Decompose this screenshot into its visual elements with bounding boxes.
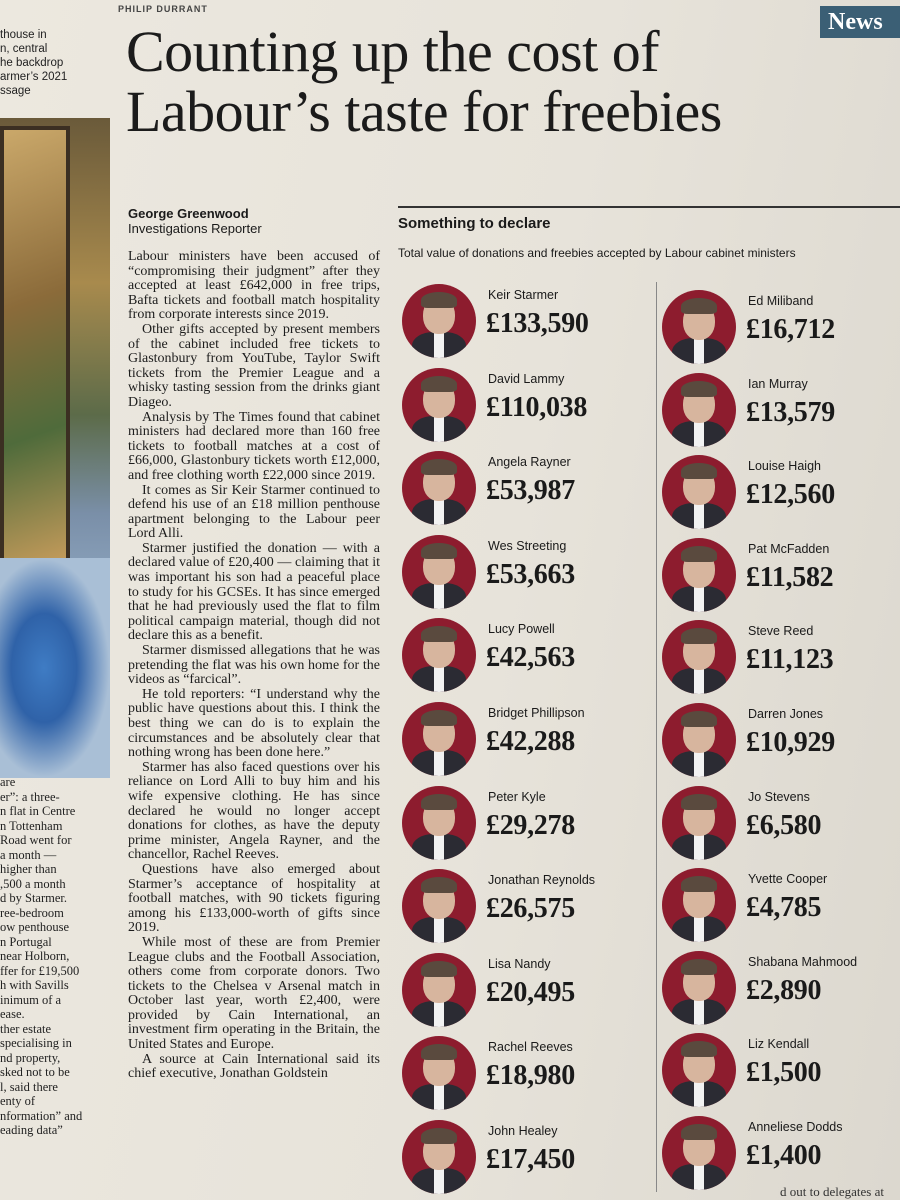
minister-amount: £12,560	[746, 479, 835, 511]
portrait-hair	[681, 381, 717, 397]
portrait-shirt	[434, 666, 444, 692]
minister-card	[662, 290, 900, 370]
adjacent-text-line: ow penthouse	[0, 920, 70, 934]
portrait-shirt	[694, 834, 704, 860]
adjacent-text-line: ther estate	[0, 1021, 52, 1036]
minister-name: Yvette Cooper	[748, 872, 828, 887]
adjacent-text-line: n Tottenham	[0, 818, 63, 833]
portrait-hair	[421, 292, 457, 308]
minister-name: Steve Reed	[748, 624, 814, 639]
adjacent-text-fragment: d out to delegates at	[780, 1184, 884, 1199]
article-paragraph: Other gifts accepted by present members of the cabinet included free tickets to Glastonbury from YouTube, Taylor Swift tickets from the Premier League and a whisky tasting session from the drinks giant Diageo.	[128, 321, 380, 410]
adjacent-text-line: ease.	[0, 1007, 25, 1021]
minister-name: Angela Rayner	[488, 455, 571, 470]
portrait-shirt	[694, 503, 704, 529]
adjacent-text-line: higher than	[0, 862, 57, 876]
minister-amount: £53,987	[486, 475, 575, 507]
minister-name: Ed Miliband	[748, 294, 814, 308]
minister-card	[402, 869, 642, 949]
minister-amount: £1,500	[746, 1057, 822, 1089]
minister-card	[662, 951, 900, 1031]
minister-name: Liz Kendall	[748, 1037, 810, 1052]
minister-name: Louise Haigh	[748, 459, 821, 474]
minister-card	[662, 620, 900, 700]
portrait-hair	[421, 710, 457, 726]
portrait-hair	[681, 876, 717, 892]
minister-portrait	[662, 1116, 736, 1190]
minister-amount: £29,278	[486, 809, 575, 841]
painting-frame	[0, 126, 70, 564]
portrait-hair	[421, 1128, 457, 1144]
adjacent-text-line: are	[0, 775, 16, 789]
portrait-hair	[681, 546, 717, 562]
minister-amount: £16,712	[746, 314, 835, 345]
portrait-hair	[681, 1124, 717, 1140]
portrait-hair	[421, 1044, 457, 1060]
graphic-title: Something to declare	[398, 215, 551, 232]
adjacent-text-line: nd property,	[0, 1050, 61, 1065]
article-body	[128, 250, 380, 1082]
minister-amount: £53,663	[486, 558, 575, 590]
minister-name: Darren Jones	[748, 707, 824, 721]
article-paragraph: Analysis by The Times found that cabinet ministers had declared more than 160 free tickets to football matches at a cost of £66,000, Glastonbury tickets worth £12,000, and free clothing worth £22,000 since 2019.	[128, 409, 380, 483]
portrait-hair	[421, 794, 457, 810]
minister-amount: £17,450	[486, 1144, 575, 1175]
adjacent-text-line: near Holborn,	[0, 949, 70, 963]
portrait-shirt	[694, 338, 704, 364]
adjacent-text-line: sked not to be	[0, 1065, 70, 1079]
minister-card	[402, 535, 642, 615]
portrait-shirt	[434, 1168, 444, 1194]
portrait-hair	[421, 626, 457, 642]
minister-card	[402, 1036, 642, 1116]
minister-card	[402, 702, 642, 782]
minister-portrait	[402, 284, 476, 358]
minister-portrait	[402, 368, 476, 442]
adjacent-text-line: ffer for £19,500	[0, 963, 80, 978]
minister-name: Ian Murray	[748, 376, 808, 391]
portrait-shirt	[694, 999, 704, 1025]
headline-line-2: Labour’s taste for freebies	[126, 79, 722, 144]
minister-portrait	[662, 290, 736, 364]
article-byline	[128, 206, 262, 236]
portrait-hair	[681, 794, 717, 810]
adjacent-text-line: enty of	[0, 1094, 36, 1108]
minister-amount: £4,785	[746, 892, 822, 924]
portrait-shirt	[434, 750, 444, 776]
minister-card	[662, 538, 900, 618]
minister-amount: £2,890	[746, 974, 822, 1006]
blue-sculpture	[0, 558, 110, 778]
portrait-shirt	[694, 586, 704, 612]
minister-card	[402, 953, 642, 1033]
minister-portrait	[662, 951, 736, 1025]
portrait-hair	[681, 298, 717, 314]
minister-card	[662, 868, 900, 948]
minister-portrait	[402, 786, 476, 860]
minister-name: John Healey	[488, 1124, 558, 1138]
portrait-shirt	[694, 751, 704, 777]
adjacent-text-line: h with Savills	[0, 978, 69, 992]
adjacent-text-line: ree-bedroom	[0, 905, 64, 920]
minister-portrait	[662, 786, 736, 860]
adjacent-text-line: n Portugal	[0, 934, 52, 949]
adjacent-text-line: d by Starmer.	[0, 891, 68, 905]
graphic-subtitle: Total value of donations and freebies accepted by Labour cabinet ministers	[398, 246, 796, 260]
minister-portrait	[662, 703, 736, 777]
portrait-hair	[421, 459, 457, 475]
minister-amount: £6,580	[746, 809, 822, 841]
portrait-hair	[681, 1041, 717, 1057]
minister-card	[662, 703, 900, 783]
minister-name: Lucy Powell	[488, 622, 555, 637]
article-paragraph: Labour ministers have been accused of “compromising their judgment” after they accepted at least £642,000 in free trips, Bafta tickets and football match hospitality from corporate interests since 2019.	[128, 249, 380, 323]
minister-portrait	[402, 1120, 476, 1194]
minister-name: Bridget Phillipson	[488, 706, 585, 720]
minister-amount: £133,590	[486, 308, 589, 339]
graphic-top-rule	[398, 206, 900, 208]
minister-name: Jonathan Reynolds	[488, 873, 596, 888]
minister-name: Shabana Mahmood	[748, 954, 858, 969]
section-tag: News	[820, 6, 900, 38]
minister-card	[402, 368, 642, 448]
article-paragraph: A source at Cain International said its chief executive, Jonathan Goldstein	[128, 1051, 380, 1082]
minister-name: Lisa Nandy	[488, 956, 551, 971]
portrait-hair	[681, 711, 717, 727]
minister-amount: £13,579	[746, 396, 835, 428]
headline-line-1: Counting up the cost of	[126, 19, 660, 84]
caption-line: thouse in	[0, 29, 47, 41]
portrait-hair	[421, 877, 457, 893]
minister-name: Wes Streeting	[488, 538, 567, 553]
author-role: Investigations Reporter	[128, 221, 262, 236]
caption-line: he backdrop	[0, 57, 64, 69]
adjacent-text-line: a month —	[0, 847, 57, 862]
minister-card	[402, 284, 642, 364]
portrait-shirt	[434, 583, 444, 609]
portrait-shirt	[434, 1084, 444, 1110]
portrait-shirt	[434, 416, 444, 442]
minister-portrait	[402, 618, 476, 692]
minister-name: Pat McFadden	[748, 541, 830, 556]
portrait-hair	[681, 463, 717, 479]
article-paragraph: Starmer dismissed allegations that he was pretending the flat was his own home for the videos as “farcical”.	[128, 643, 380, 688]
minister-card	[402, 786, 642, 866]
minister-portrait	[662, 455, 736, 529]
minister-card	[662, 373, 900, 453]
adjacent-text-line: eading data”	[0, 1123, 63, 1137]
minister-name: Rachel Reeves	[488, 1040, 573, 1055]
minister-portrait	[662, 620, 736, 694]
portrait-shirt	[434, 917, 444, 943]
minister-card	[402, 451, 642, 531]
adjacent-text-line: inimum of a	[0, 992, 62, 1007]
minister-portrait	[662, 373, 736, 447]
minister-amount: £18,980	[486, 1060, 575, 1092]
portrait-hair	[681, 628, 717, 644]
article-paragraph: Starmer has also faced questions over his reliance on Lord Alli to buy him and his wife expensive clothing. He has since declared he would no longer accept donations for clothes, as have the deputy prime minister, Angela Rayner, and the chancellor, Rachel Reeves.	[128, 759, 380, 863]
portrait-hair	[421, 376, 457, 392]
adjacent-photo-caption	[0, 28, 67, 98]
adjacent-article-strip	[0, 0, 112, 1200]
minister-card	[402, 618, 642, 698]
minister-amount: £11,582	[746, 561, 834, 593]
minister-card	[662, 1033, 900, 1113]
portrait-shirt	[694, 668, 704, 694]
portrait-hair	[421, 961, 457, 977]
minister-name: Keir Starmer	[488, 288, 559, 302]
adjacent-text-line: er”: a three-	[0, 789, 60, 804]
caption-line: armer’s 2021	[0, 71, 68, 83]
minister-amount: £42,563	[486, 642, 575, 674]
adjacent-text-line: ,500 a month	[0, 876, 66, 891]
minister-portrait	[662, 868, 736, 942]
minister-amount: £26,575	[486, 893, 575, 925]
portrait-shirt	[434, 1001, 444, 1027]
minister-portrait	[662, 538, 736, 612]
minister-portrait	[402, 702, 476, 776]
portrait-shirt	[434, 499, 444, 525]
minister-portrait	[402, 451, 476, 525]
minister-portrait	[402, 1036, 476, 1110]
minister-portrait	[402, 869, 476, 943]
minister-amount: £20,495	[486, 976, 575, 1008]
minister-amount: £110,038	[486, 391, 588, 423]
minister-portrait	[402, 535, 476, 609]
minister-portrait	[662, 1033, 736, 1107]
minister-amount: £1,400	[746, 1140, 822, 1171]
article-paragraph: Questions have also emerged about Starmer’s acceptance of hospitality at football matches, with 90 tickets figuring among his £133,000-worth of gifts since 2019.	[128, 861, 380, 936]
photo-credit: PHILIP DURRANT	[118, 4, 208, 14]
portrait-shirt	[694, 1164, 704, 1190]
article-paragraph: While most of these are from Premier League clubs and the Football Association, others come from corporate donors. Two tickets to the Chelsea v Arsenal match in October last year, worth £2,400, were provided by Cain International, an investment firm operating in the Britain, the United States and Europe.	[128, 934, 380, 1053]
caption-line: ssage	[0, 85, 31, 97]
adjacent-text-line: specialising in	[0, 1036, 72, 1050]
adjacent-photo	[0, 118, 110, 778]
column-divider	[656, 282, 657, 1192]
adjacent-text-line: l, said there	[0, 1079, 58, 1094]
article-paragraph: He told reporters: “I understand why the public have questions about this. I think the best thing we can do is to explain the circumstances and be absolutely clear that nothing wrong has been done here.”	[128, 686, 380, 761]
portrait-shirt	[694, 421, 704, 447]
caption-line: n, central	[0, 43, 48, 55]
portrait-shirt	[694, 916, 704, 942]
adjacent-article-text	[0, 775, 82, 1138]
minister-portrait	[402, 953, 476, 1027]
minister-name: David Lammy	[488, 371, 565, 386]
minister-amount: £11,123	[746, 644, 834, 676]
adjacent-text-line: nformation” and	[0, 1108, 83, 1123]
portrait-hair	[681, 959, 717, 975]
minister-card	[662, 455, 900, 535]
minister-name: Jo Stevens	[748, 789, 810, 804]
minister-amount: £10,929	[746, 727, 835, 758]
minister-amount: £42,288	[486, 726, 575, 757]
adjacent-text-line: Road went for	[0, 833, 72, 847]
minister-name: Anneliese Dodds	[748, 1120, 843, 1134]
adjacent-text-line: n flat in Centre	[0, 804, 76, 818]
portrait-hair	[421, 543, 457, 559]
minister-card	[402, 1120, 642, 1200]
headline	[126, 19, 896, 144]
portrait-shirt	[434, 834, 444, 860]
portrait-shirt	[434, 332, 444, 358]
portrait-shirt	[694, 1081, 704, 1107]
donations-graphic	[398, 206, 900, 1175]
minister-card	[662, 786, 900, 866]
article-paragraph: Starmer justified the donation — with a declared value of £20,400 — claiming that it was important his son had a peaceful place to study for his GCSEs. It has since emerged that he had previously used the flat to film political campaign material, though did not declare this as a benefit.	[128, 540, 380, 644]
author-name: George Greenwood	[128, 206, 249, 221]
minister-name: Peter Kyle	[488, 789, 546, 804]
article-paragraph: It comes as Sir Keir Starmer continued to defend his use of an £18 million penthouse apartment belonging to the Labour peer Lord Alli.	[128, 482, 380, 542]
